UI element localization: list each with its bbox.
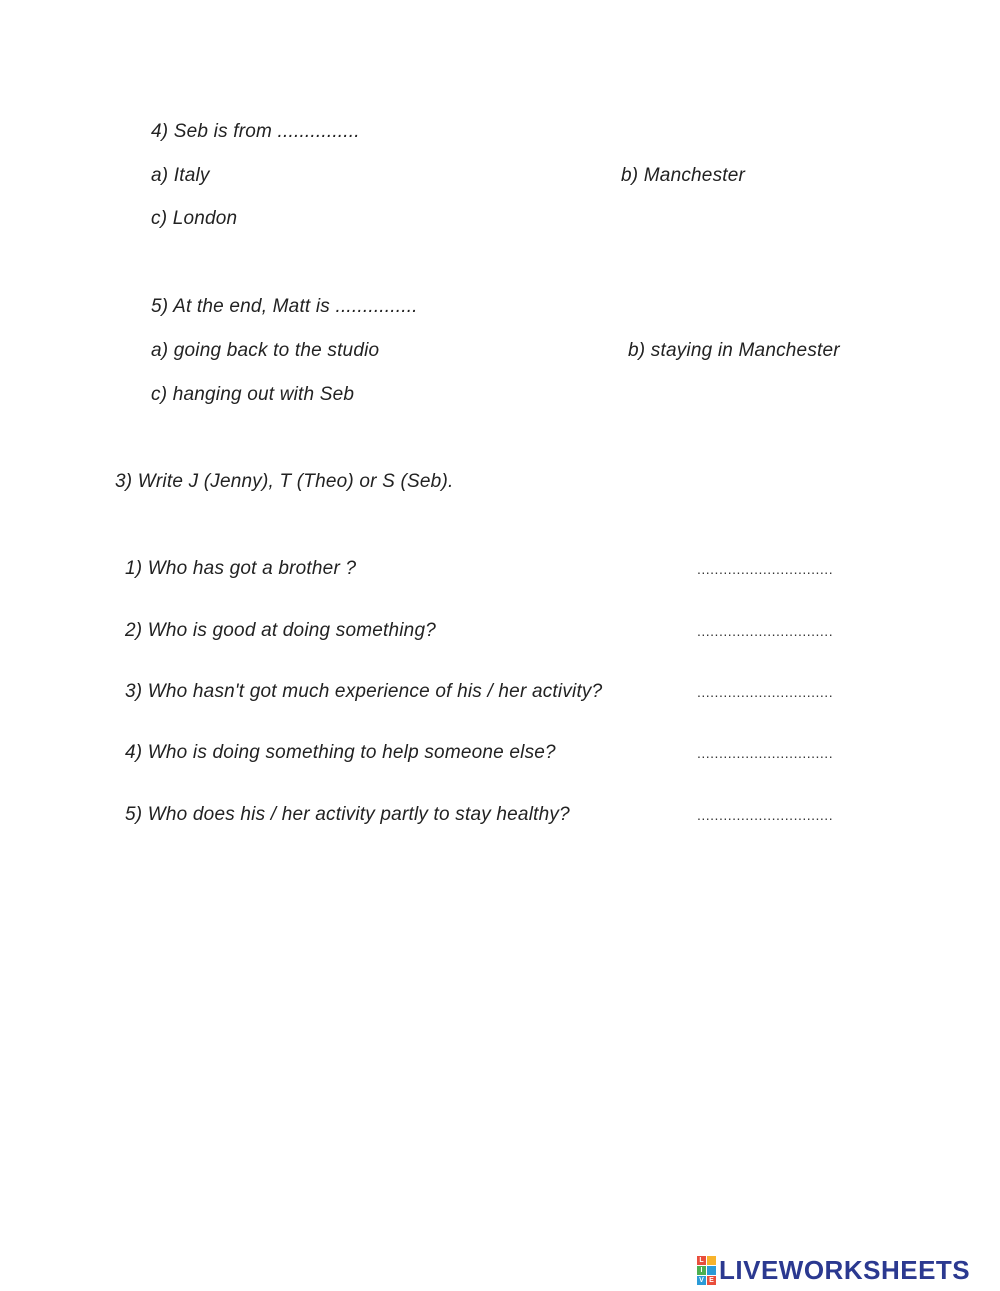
answer-blank-3[interactable]: ............................... bbox=[697, 684, 834, 700]
logo-text: LIVEWORKSHEETS bbox=[719, 1255, 971, 1285]
logo-tile bbox=[707, 1266, 716, 1275]
q4-prompt: 4) Seb is from ............... bbox=[151, 121, 360, 142]
answer-blank-5[interactable]: ............................... bbox=[697, 807, 834, 823]
logo-letter-l: L bbox=[697, 1256, 706, 1265]
q5-option-c[interactable]: c) hanging out with Seb bbox=[151, 384, 355, 405]
q4-option-c[interactable]: c) London bbox=[151, 208, 238, 229]
logo-mark-icon bbox=[697, 1256, 716, 1285]
q5-prompt: 5) At the end, Matt is ............... bbox=[151, 296, 418, 317]
section3-question-2: 2) Who is good at doing something? bbox=[125, 620, 436, 641]
section3-question-1: 1) Who has got a brother ? bbox=[125, 558, 357, 579]
section3-question-3: 3) Who hasn't got much experience of his / her activity? bbox=[125, 681, 603, 702]
logo-letter-i: I bbox=[697, 1266, 706, 1275]
liveworksheets-logo bbox=[697, 1255, 970, 1285]
q4-option-a[interactable]: a) Italy bbox=[151, 165, 210, 186]
section3-question-4: 4) Who is doing something to help someone else? bbox=[125, 742, 556, 763]
section3-question-5: 5) Who does his / her activity partly to stay healthy? bbox=[125, 804, 570, 825]
q5-option-b[interactable]: b) staying in Manchester bbox=[628, 340, 840, 361]
section3-heading: 3) Write J (Jenny), T (Theo) or S (Seb). bbox=[115, 471, 454, 492]
logo-letter-e: E bbox=[707, 1276, 716, 1285]
q4-option-b[interactable]: b) Manchester bbox=[621, 165, 746, 186]
answer-blank-1[interactable]: ............................... bbox=[697, 561, 834, 577]
answer-blank-2[interactable]: ............................... bbox=[697, 623, 834, 639]
logo-letter-v: V bbox=[697, 1276, 706, 1285]
logo-tile bbox=[707, 1256, 716, 1265]
q5-option-a[interactable]: a) going back to the studio bbox=[151, 340, 380, 361]
answer-blank-4[interactable]: ............................... bbox=[697, 745, 834, 761]
